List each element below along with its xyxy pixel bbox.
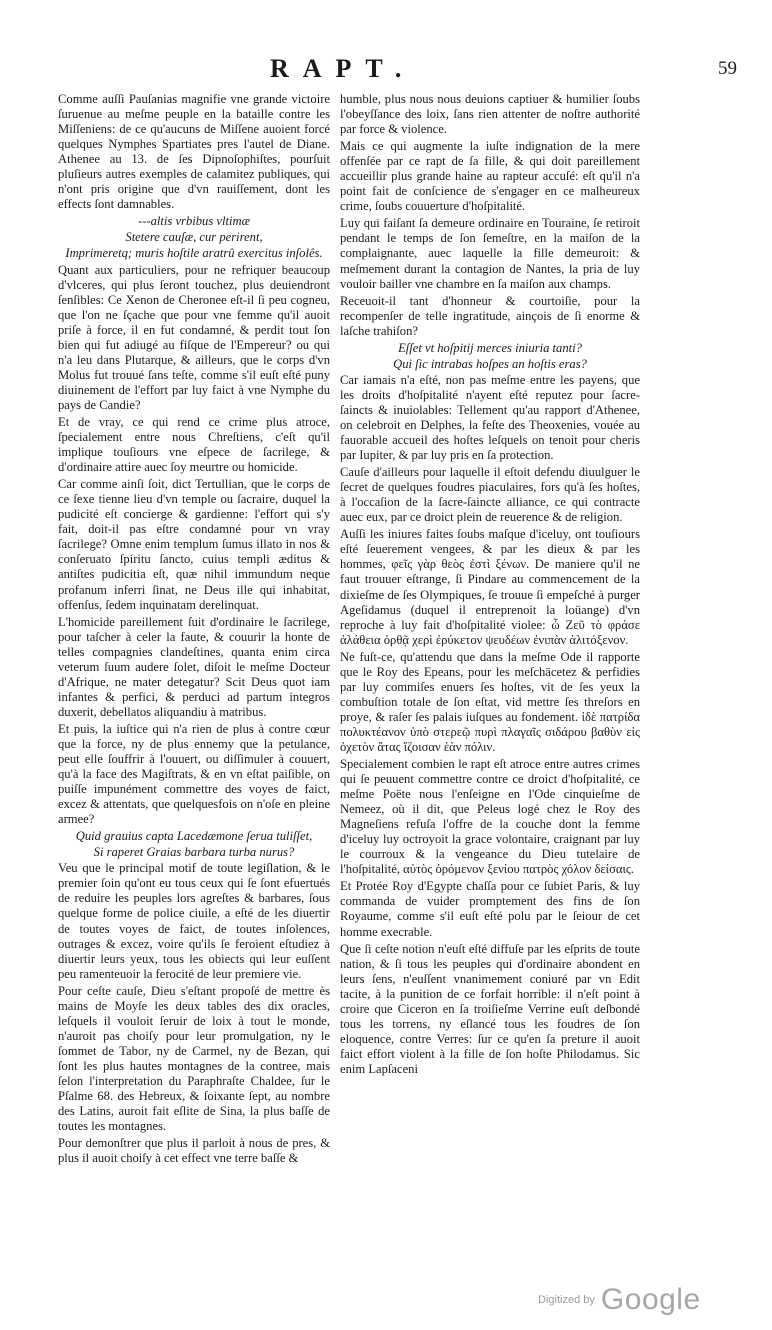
paragraph: Auſſi les iniures faites ſoubs maſque d'iceluy, ont touſiours eſté ſeuerement vengees, & par les dieux & par les hommes, φεῖς γὰρ θεὸς ἐστὶ ξένων. De maniere qu'il ne faut trouuer eſtrange, ſi Pindare au commencement de la dixieſme de ſes Olympiques, ſe trouue ſi empeſché à purger Ageſidamus (duquel il entreprenoit la loüange) d'vn reproche à luy fait d'hoſpitalité violee: ὦ Ζεῦ τὸ φράσε ἀλάθεια ὀρθᾷ χερὶ ἐρύκετον ψευδέων ἐνιπὰν ἀλιτόξενον. — [340, 527, 640, 647]
paragraph: Que ſi ceſte notion n'euſt eſté diffuſe par les eſprits de toute nation, & ſi tous les peuples qui d'ordinaire abondent en leurs ſens, n'euſſent vnanimement coniuré par vn Edit tacite, à la punition de ce forfait horrible: il n'eſt point à croire que Ciceron en ſa troiſieſme Verrine euſt deſbondé tous les torrens, ny eſlancé tous les foudres de ſon eloquence, contre Verres: ſur ce qu'en ſa preture il auoit faict effort violent à la fille de ſon hoſte Philodamus. Sic enim Lapſaceni — [340, 941, 640, 1076]
google-logo-text: Google — [600, 1283, 701, 1316]
paragraph: Et puis, la iuſtice qui n'a rien de plus à contre cœur que la force, ny de plus ennemy que la petulance, peut elle ſouffrir à l'ouuert, ou diſſimuler à couuert, qu'à la face des Magiſtrats, & en vn eſtat paiſible, on puiſſe impunément commettre des voyes de faict, excez & attentats, que quelquesfois on n'oſe en pleine armee? — [58, 721, 330, 827]
paragraph: Car iamais n'a eſté, non pas meſme entre les payens, que les droits d'hoſpitalité n'ayent eſté reputez pour ſacre-ſaincts & inuiolables: Tellement qu'au rapport d'Athenee, on celebroit en Delphes, la feſte des Theoxenies, vouée au fauorable accueil des hoſtes leſquels on tenoit pour cheris par Iupiter, & par luy pris en ſa protection. — [340, 372, 640, 463]
digitized-by-google-watermark — [538, 1283, 701, 1317]
paragraph: Et Protée Roy d'Egypte chaſſa pour ce ſubiet Paris, & luy commanda de vuider promptement des fins de ſon Royaume, comme s'il euſt eſté polu par le ſeiour de cet homme execrable. — [340, 879, 640, 939]
paragraph: Ne fuſt-ce, qu'attendu que dans la meſme Ode il rapporte que le Roy des Epeans, pour les meſchācetez & perfidies par luy commiſes enuers ſes hoſtes, vit de ſes yeux la combuſtion totale de ſon eſtat, vid mettre ſes threſors en proye, & raſer ſes palais iuſques au fondement. ἰδὲ πατρίδα πολυκτέανον ὑπὸ στερεῷ πυρὶ πλαγαῖς σιδάρου βαθὺν εἰς ὀχετὸν ἄτας ἵζοισαν ἑὰν πόλιν. — [340, 649, 640, 754]
verse-line: Si raperet Graias barbara turba nurus? — [93, 845, 295, 860]
verse-line: Stetere cauſæ, cur perirent, — [125, 230, 263, 245]
paragraph: Et de vray, ce qui rend ce crime plus atroce, ſpecialement entre nous Chreſtiens, c'eſt qu'il implique touſiours vne eſpece de ſacrilege, & d'ordinaire attire auec ſoy meurtre ou homicide. — [58, 414, 330, 475]
paragraph: Car comme ainſi ſoit, dict Tertullian, que le corps de ce ſexe tienne lieu d'vn temple ou ſacraire, duquel la pudicité eſt concierge & gardienne: l'effort qui s'y fait, doit-il pas eſtre condamné pour vn vray ſacrilege? Omne enim templum ſumus illato in nos & conſeruato ſpiritu ſancto, cuius templi æditus & antiſtes pudicitia eſt, quæ nihil immundum neque profanum inferri ſinat, ne Deus ille qui inhabitat, offenſus, ſedem inquinatam derelinquat. — [58, 477, 330, 612]
paragraph: Specialement combien le rapt eſt atroce entre autres crimes qui ſe peuuent commettre contre ce droict d'hoſpitalité, ce meſme Poëte nous l'enſeigne en l'Ode cinquieſme de Nemeez, où il dit, que Peleus logé chez le Roy des Magneſiens refuſa l'offre de la couche dont la femme d'iceluy luy octroyoit la grace volontaire, craignant par luy le courroux & la vengeance du Dieu tutelaire de l'hoſpitalité, αὐτὸς ὀρόμενον ξενίου πατρὸς χόλον δείσαις. — [340, 757, 640, 877]
paragraph: Receuoit-il tant d'honneur & courtoiſie, pour la recompenſer de telle ingratitude, ainçois de ſi enorme & laſche trahiſon? — [340, 293, 640, 338]
verse-line: Eſſet vt hoſpitij merces iniuria tanti? — [398, 340, 582, 355]
paragraph: Mais ce qui augmente la iuſte indignation de la mere offenſée par ce rapt de ſa fille, & qui doit pareillement accueillir plus grande haine au rapteur accuſé: eſt qu'il n'a point fait de conſcience de s'engager en ce malheureux crime, ſoubs couuerture d'hoſpitalité. — [340, 139, 640, 214]
verse-line: Qui ſic intrabas hoſpes an hoſtis eras? — [393, 356, 587, 371]
right-column — [340, 92, 640, 1079]
paragraph: Luy qui faiſant ſa demeure ordinaire en Touraine, ſe retiroit pendant le temps de ſon ſemeſtre, en la maiſon de la complaignante, auec laquelle la fille demeuroit: & meſmement durant la contagion de Nantes, la pria de luy vouloir bailler vne chambre en ſa maiſon aux champs. — [340, 216, 640, 291]
verse-line: Quid grauius capta Lacedæmone ſerua tuliſſet, — [75, 829, 313, 844]
paragraph: humble, plus nous nous deuions captiuer & humilier ſoubs l'obeyſſance des loix, ſans rien attenter de noſtre authorité par force & violence. — [340, 92, 640, 137]
paragraph: Quant aux particuliers, pour ne refriquer beaucoup d'vlceres, qui plus ſeront touchez, plus deuiendront ſenſibles: Ce Xenon de Cheronee eſt-il ſi peu cogneu, que l'on ne ſçache que pour vne femme qu'il auoit priſe à force, il en fut condamné, & perdit tout ſon bien qui fut adiugé au fiſque de l'Empereur? ou qui n'a leu dans Plutarque, & ailleurs, que le corps d'vn Molus fut trouué ſans teſte, comme s'il euſt eſté puny diuinement de l'effort par luy faict à vne Nymphe du pays de Candie? — [58, 262, 330, 412]
verse-line: Imprimeretq; muris hoſtile aratrû exercitus inſolês. — [65, 246, 323, 261]
paragraph: Pour ceſte cauſe, Dieu s'eſtant propoſé de mettre ès mains de Moyſe les deux tables des dix oracles, leſquels il vouloit ſeruir de loix à tout le monde, n'auroit pas choiſy pour leur promulgation, ny le ſommet de Tabor, ny de Carmel, ny de Bezan, qui ſont les plus hautes montagnes de la contree, mais ſelon l'interpretation du Paraphraſte Chaldee, ſur le Pſalme 68. des Hebreux, & ſoixante ſept, au nombre des Latins, auroit fait eſlite de Sina, la plus baſſe de toutes les montagnes. — [58, 983, 330, 1134]
paragraph: L'homicide pareillement ſuit d'ordinaire le ſacrilege, pour taſcher à celer la faute, & couurir la honte de telles compagnies clandeſtines, quanta enim circa veterum ſuum audere ſolet, diſoit le meſme Docteur d'Afrique, ne mater detegatur? Scit Deus quot iam infantes & perfici, & perduci ad partum integros duxerit, debellatos aliquandiu à matribus. — [58, 614, 330, 719]
left-column — [58, 92, 330, 1168]
paragraph: Pour demonſtrer que plus il parloit à nous de pres, & plus il auoit choiſy à cet effect vne terre baſſe & — [58, 1136, 330, 1166]
paragraph: Cauſe d'ailleurs pour laquelle il eſtoit defendu diuulguer le ſecret de quelques foudres piaculaires, fors qu'à ſes hoſtes, à l'occaſion de la ſacre-ſaincte alliance, ce qui contracte auec eux, par ce droict plein de reuerence & de religion. — [340, 465, 640, 525]
paragraph: Comme auſſi Pauſanias magnifie vne grande victoire ſuruenue au meſme peuple en la bataille contre les Miſſeniens: de ce qu'aucuns de Miſſene auoient forcé quelques Nymphes Spartiates pres l'autel de Diane. Athenee au 13. de ſes Dipnoſophiſtes, pourſuit pluſieurs autres exemples de calamitez publiques, qui n'ont pris origine que d'vn rauiſſement, dont les effects ſont damnables. — [58, 92, 330, 212]
verse-line: ---altis vrbibus vltimæ — [138, 214, 250, 229]
digitized-label: Digitized by — [538, 1293, 595, 1306]
running-head: RAPT. — [270, 54, 416, 83]
paragraph: Veu que le principal motif de toute legiſlation, & le premier ſoin qu'ont eu tous ceux qui ſe ſont efuertués de reduire les peuples lors agreſtes & barbares, ſous quelque forme de police ciuile, a eſté de les diuertir de toutes voyes de faict, de toutes inſolences, outrages & excez, voire qu'ils ſe feroient eſtudiez à diuertir leurs yeux, tous les obiects qui leur euſſent peu ramenteuoir la ferocité de leur premiere vie. — [58, 861, 330, 981]
page-number: 59 — [718, 58, 737, 79]
